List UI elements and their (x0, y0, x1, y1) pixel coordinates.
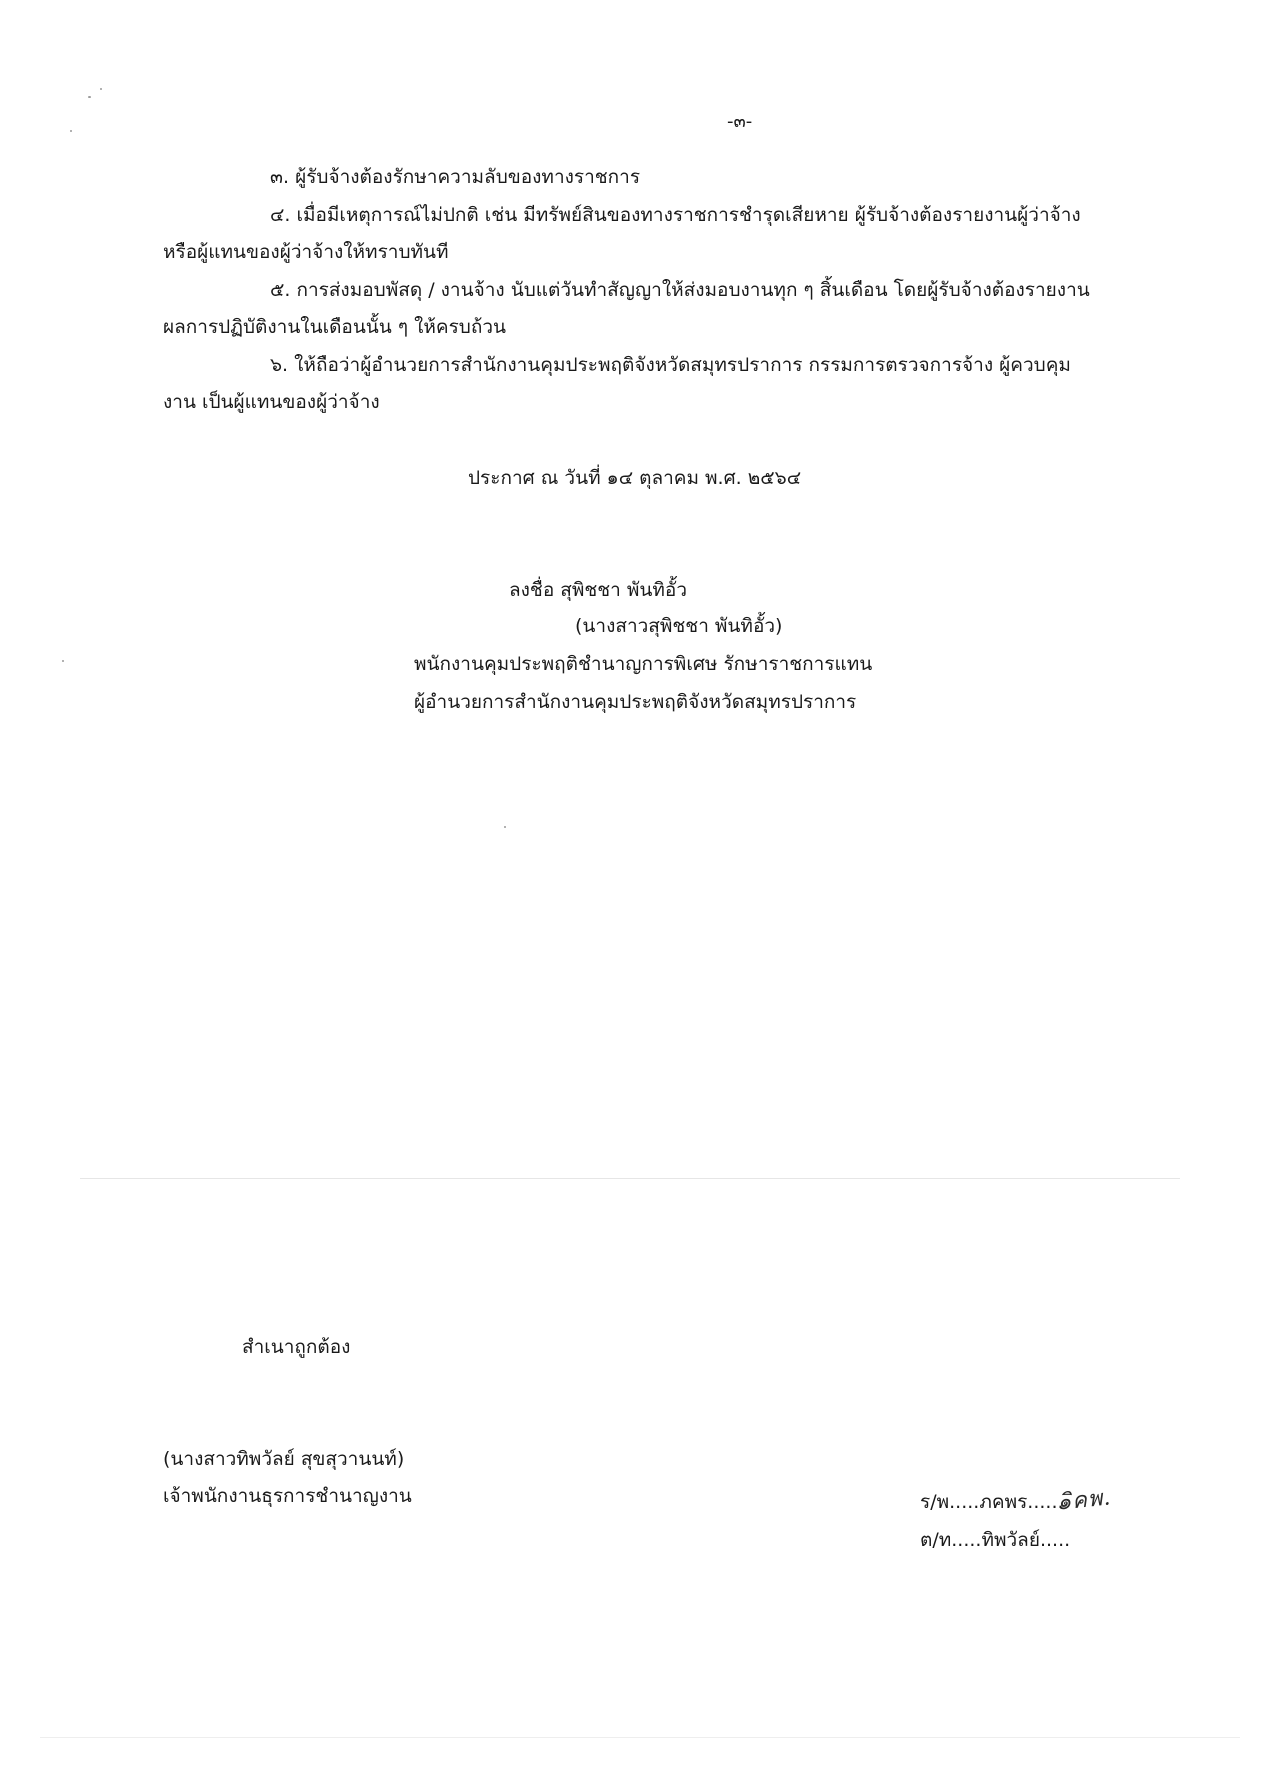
scan-speck (88, 96, 91, 98)
signed-line: ลงชื่อ สุพิชชา พันทิอั้ว (509, 579, 688, 601)
clause-5-line-2: ผลการปฏิบัติงานในเดือนนั้น ๆ ให้ครบถ้วน (163, 316, 507, 338)
scan-speck (100, 88, 102, 90)
signer-position-2: ผู้อำนวยการสำนักงานคุมประพฤติจังหวัดสมุทรปราการ (414, 691, 857, 713)
scan-speck (62, 660, 64, 662)
scan-speck (504, 826, 506, 828)
scan-line (40, 1737, 1240, 1738)
certifier-name: (นางสาวทิพวัลย์ สุขสุวานนท์) (163, 1448, 405, 1470)
clause-4-line-1: ๔. เมื่อมีเหตุการณ์ไม่ปกติ เช่น มีทรัพย์สินของทางราชการชำรุดเสียหาย ผู้รับจ้างต้องรายงานผู้ว่าจ้าง (270, 204, 1081, 226)
clause-6-line-1: ๖. ให้ถือว่าผู้อำนวยการสำนักงานคุมประพฤติจังหวัดสมุทรปราการ กรรมการตรวจการจ้าง ผู้ควบคุม (270, 354, 1071, 376)
initials-line-1: ร/พ.....ภคพร...... (920, 1491, 1064, 1513)
announcement-date: ประกาศ ณ วันที่ ๑๔ ตุลาคม พ.ศ. ๒๕๖๔ (468, 467, 802, 489)
signer-position-1: พนักงานคุมประพฤติชำนาญการพิเศษ รักษาราชการแทน (414, 653, 873, 675)
certifier-position: เจ้าพนักงานธุรการชำนาญงาน (163, 1485, 412, 1507)
certified-copy-label: สำเนาถูกต้อง (242, 1336, 351, 1358)
signer-full-name: (นางสาวสุพิชชา พันทิอั้ว) (575, 615, 783, 637)
clause-4-line-2: หรือผู้แทนของผู้ว่าจ้างให้ทราบทันที (163, 241, 449, 263)
handwritten-initial: ๑ิคพ. (1055, 1485, 1113, 1516)
initials-line-2: ต/ท.....ทิพวัลย์..... (920, 1529, 1071, 1551)
clause-6-line-2: งาน เป็นผู้แทนของผู้ว่าจ้าง (163, 391, 380, 413)
page-number: -๓- (727, 111, 753, 132)
scan-speck (70, 130, 72, 132)
scan-line (80, 1178, 1180, 1179)
clause-3-line-1: ๓. ผู้รับจ้างต้องรักษาความลับของทางราชการ (270, 166, 641, 188)
clause-5-line-1: ๕. การส่งมอบพัสดุ / งานจ้าง นับแต่วันทำสัญญาให้ส่งมอบงานทุก ๆ สิ้นเดือน โดยผู้รับจ้างต้องรายงาน (270, 279, 1090, 301)
